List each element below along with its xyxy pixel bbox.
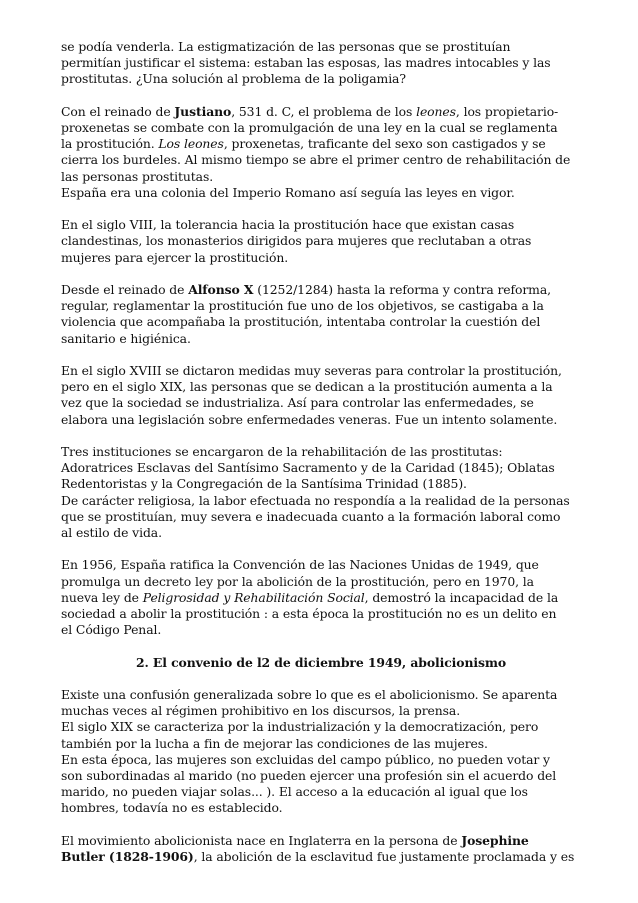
- text-run: las personas prostitutas.: [61, 168, 214, 184]
- text-line: [61, 557, 581, 573]
- text-run: sanitario e higiénica.: [61, 330, 191, 346]
- text-run: , los propietario-: [455, 103, 559, 119]
- text-run: En el siglo VIII, la tolerancia hacia la prostitución hace que existan casas: [61, 217, 515, 233]
- text-run: violencia que acompañaba la prostitución, intentaba controlar la cuestión del: [61, 314, 541, 330]
- text-run: elabora una legislación sobre enfermedades veneras. Fue un intento solamente.: [61, 411, 558, 427]
- italic-text: leones: [416, 103, 456, 119]
- bold-text: Josephine: [461, 832, 529, 848]
- italic-text: Los leones: [158, 136, 224, 152]
- text-run: son subordinadas al marido (no pueden ejercer una profesión sin el acuerdo del: [61, 768, 557, 784]
- text-line: [61, 120, 581, 136]
- text-run: la prostitución.: [61, 136, 159, 152]
- text-run: , 531 d. C, el problema de los: [231, 103, 417, 119]
- text-line: [61, 509, 581, 525]
- text-line: [61, 136, 581, 152]
- text-line: [61, 590, 581, 606]
- document-body-after-heading: [61, 687, 581, 865]
- text-run: Tres instituciones se encargaron de la rehabilitación de las prostitutas:: [61, 444, 503, 459]
- text-line: [61, 833, 581, 849]
- text-run: nueva ley de: [61, 589, 143, 605]
- text-line: [61, 412, 581, 428]
- text-line: [61, 152, 581, 168]
- text-line: [61, 185, 581, 201]
- text-run: también por la lucha a fin de mejorar las condiciones de las mujeres.: [61, 735, 488, 751]
- text-line: [61, 444, 581, 460]
- text-run: España era una colonia del Imperio Romano así seguía las leyes en vigor.: [61, 184, 515, 200]
- text-run: promulga un decreto ley por la abolición de la prostitución, pero en 1970, la: [61, 573, 534, 589]
- text-run: se podía venderla. La estigmatización de las personas que se prostituían: [61, 39, 511, 54]
- text-line: [61, 331, 581, 347]
- bold-text: Justiano: [174, 103, 232, 119]
- paragraph: [61, 687, 581, 817]
- text-line: [61, 525, 581, 541]
- text-run: En el siglo XVIII se dictaron medidas muy severas para controlar la prostitución,: [61, 363, 562, 378]
- paragraph: [61, 444, 581, 541]
- text-run: En esta época, las mujeres son excluidas del campo público, no pueden votar y: [61, 751, 550, 767]
- text-run: , demostró la incapacidad de la: [364, 589, 559, 605]
- text-run: (1252/1284) hasta la reforma y contra reforma,: [253, 282, 551, 297]
- text-run: El siglo XIX se caracteriza por la industrialización y la democratización, pero: [61, 719, 539, 735]
- text-line: [61, 606, 581, 622]
- text-run: permitían justificar el sistema: estaban las esposas, las madres intocables y las: [61, 55, 551, 71]
- text-run: sociedad a abolir la prostitución : a esta época la prostitución no es un delito en: [61, 606, 557, 622]
- text-line: [61, 39, 581, 55]
- paragraph: [61, 39, 581, 88]
- section-heading: 2. El convenio de l2 de diciembre 1949, abolicionismo: [135, 654, 507, 670]
- text-line: [61, 233, 581, 249]
- paragraph: [61, 217, 581, 266]
- text-line: [61, 55, 581, 71]
- text-run: , la abolición de la esclavitud fue justamente proclamada y es: [193, 849, 575, 865]
- text-line: [61, 703, 581, 719]
- text-run: clandestinas, los monasterios dirigidos para mujeres que reclutaban a otras: [61, 233, 532, 249]
- paragraph: [61, 363, 581, 428]
- text-line: [61, 363, 581, 379]
- text-line: [61, 719, 581, 735]
- text-run: el Código Penal.: [61, 622, 162, 638]
- bold-text: Butler (1828-1906): [61, 849, 194, 865]
- text-run: vez que la sociedad se industrializa. Así para controlar las enfermedades, se: [61, 395, 534, 411]
- paragraph: [61, 833, 581, 865]
- text-line: [61, 314, 581, 330]
- bold-text: Alfonso X: [188, 282, 254, 297]
- paragraph: [61, 557, 581, 638]
- text-line: [61, 849, 581, 865]
- text-run: al estilo de vida.: [61, 525, 162, 541]
- text-line: [61, 395, 581, 411]
- text-run: , proxenetas, traficante del sexo son castigados y se: [223, 136, 546, 152]
- text-run: muchas veces al régimen prohibitivo en los discursos, la prensa.: [61, 703, 461, 719]
- text-line: [61, 752, 581, 768]
- text-line: [61, 736, 581, 752]
- text-line: [61, 250, 581, 266]
- text-run: mujeres para ejercer la prostitución.: [61, 249, 289, 265]
- text-line: [61, 622, 581, 638]
- text-line: [61, 71, 581, 87]
- text-run: pero en el siglo XIX, las personas que se dedican a la prostitución aumenta a la: [61, 379, 553, 395]
- text-run: El movimiento abolicionista nace en Inglaterra en la persona de: [61, 832, 462, 848]
- text-run: De carácter religiosa, la labor efectuada no respondía a la realidad de la personas: [61, 492, 570, 508]
- text-line: [61, 379, 581, 395]
- text-line: [61, 784, 581, 800]
- text-run: Redentoristas y la Congregación de la Santísima Trinidad (1885).: [61, 476, 467, 492]
- text-line: [61, 768, 581, 784]
- text-run: hombres, todavía no es establecido.: [61, 800, 283, 816]
- text-run: que se prostituían, muy severa e inadecuada cuanto a la formación laboral como: [61, 508, 561, 524]
- text-run: En 1956, España ratifica la Convención de las Naciones Unidas de 1949, que: [61, 557, 539, 573]
- text-line: [61, 298, 581, 314]
- text-line: [61, 217, 581, 233]
- text-run: marido, no pueden viajar solas... ). El acceso a la educación al igual que los: [61, 784, 528, 800]
- paragraph: [61, 104, 581, 201]
- text-line: [61, 104, 581, 120]
- text-run: Adoratrices Esclavas del Santísimo Sacramento y de la Caridad (1845); Oblatas: [61, 460, 555, 476]
- text-run: Con el reinado de: [61, 103, 175, 119]
- text-line: [61, 800, 581, 816]
- text-line: [61, 169, 581, 185]
- document-body-before-heading: [61, 39, 581, 638]
- text-line: [61, 493, 581, 509]
- text-line: [61, 574, 581, 590]
- italic-text: Peligrosidad y Rehabilitación Social: [142, 589, 365, 605]
- text-run: Desde el reinado de: [61, 282, 189, 297]
- text-line: [61, 460, 581, 476]
- text-run: cierra los burdeles. Al mismo tiempo se abre el primer centro de rehabilitación de: [61, 152, 571, 168]
- document-page: [61, 39, 581, 881]
- text-run: Existe una confusión generalizada sobre lo que es el abolicionismo. Se aparenta: [61, 687, 558, 702]
- text-run: prostitutas. ¿Una solución al problema de la poligamia?: [61, 71, 406, 87]
- text-run: regular, reglamentar la prostitución fue uno de los objetivos, se castigaba a la: [61, 298, 544, 314]
- text-line: [61, 282, 581, 298]
- paragraph: [61, 282, 581, 347]
- text-line: [61, 476, 581, 492]
- text-run: proxenetas se combate con la promulgación de una ley en la cual se reglamenta: [61, 120, 558, 135]
- text-line: [61, 687, 581, 703]
